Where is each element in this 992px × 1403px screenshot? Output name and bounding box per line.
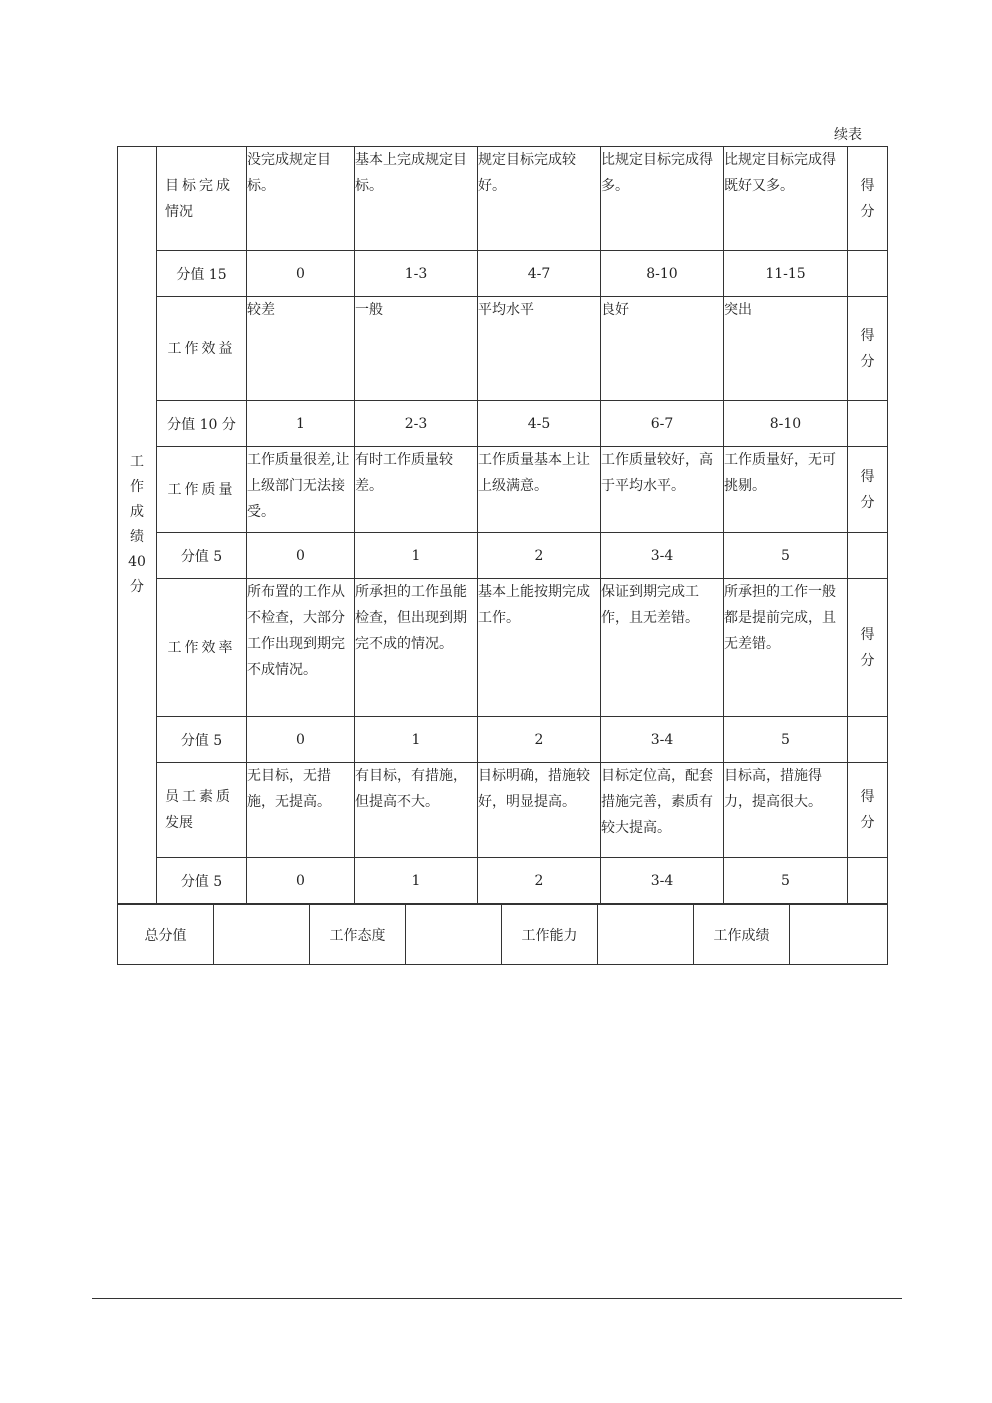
criteria-label-line: 员工素质 (165, 789, 233, 805)
level-description: 目标定位高，配套措施完善，素质有较大提高。 (601, 763, 724, 858)
criteria-label-line: 工作效益 (167, 340, 236, 357)
score-cell-label: 分 (860, 815, 875, 831)
criteria-row (118, 579, 888, 717)
score-cell[interactable] (848, 147, 888, 251)
section-label (118, 147, 157, 904)
performance-value[interactable] (790, 905, 888, 965)
attitude-value[interactable] (406, 905, 502, 965)
level-description: 突出 (724, 297, 848, 401)
score-label: 分值 5 (157, 858, 247, 904)
criteria-label (157, 147, 247, 251)
total-score-label: 总分值 (118, 905, 214, 965)
score-range: 1 (247, 401, 355, 447)
criteria-label (157, 763, 247, 858)
criteria-row (118, 447, 888, 533)
score-range: 1 (355, 533, 478, 579)
level-description: 工作质量较好，高于平均水平。 (601, 447, 724, 533)
score-label: 分值 5 (157, 533, 247, 579)
score-cell[interactable] (848, 763, 888, 858)
level-description: 有时工作质量较差。 (355, 447, 478, 533)
level-description: 工作质量很差,让上级部门无法接受。 (247, 447, 355, 533)
score-range: 0 (247, 858, 355, 904)
criteria-row (118, 147, 888, 251)
criteria-label-line: 工作效率 (167, 639, 236, 656)
level-description: 比规定目标完成得多。 (601, 147, 724, 251)
continued-label: 续表 (834, 127, 862, 143)
score-range: 2 (478, 533, 601, 579)
level-description: 没完成规定目标。 (247, 147, 355, 251)
criteria-label-line: 情况 (165, 203, 193, 220)
level-description: 平均水平 (478, 297, 601, 401)
level-description: 基本上能按期完成工作。 (478, 579, 601, 717)
ability-label: 工作能力 (502, 905, 598, 965)
score-cell[interactable] (848, 579, 888, 717)
criteria-label-line: 发展 (165, 815, 193, 831)
totals-table (117, 904, 888, 965)
ability-value[interactable] (598, 905, 694, 965)
criteria-label (157, 297, 247, 401)
level-description: 基本上完成规定目标。 (355, 147, 478, 251)
score-range: 2 (478, 858, 601, 904)
score-input[interactable] (848, 858, 888, 904)
score-range: 8-10 (601, 251, 724, 297)
score-range: 3-4 (601, 717, 724, 763)
level-description: 所承担的工作一般都是提前完成，且无差错。 (724, 579, 848, 717)
score-cell-label: 得 (860, 626, 875, 643)
criteria-label (157, 579, 247, 717)
score-range: 2 (478, 717, 601, 763)
score-range: 6-7 (601, 401, 724, 447)
score-range: 1-3 (355, 251, 478, 297)
section-label-char: 作 (130, 479, 144, 495)
level-description: 较差 (247, 297, 355, 401)
score-range: 8-10 (724, 401, 848, 447)
score-row (118, 533, 888, 579)
score-range: 0 (247, 717, 355, 763)
score-range: 0 (247, 533, 355, 579)
level-description: 良好 (601, 297, 724, 401)
score-range: 5 (724, 717, 848, 763)
score-row (118, 858, 888, 904)
level-description: 工作质量基本上让上级满意。 (478, 447, 601, 533)
level-description: 目标高，措施得力，提高很大。 (724, 763, 848, 858)
score-row (118, 401, 888, 447)
score-input[interactable] (848, 533, 888, 579)
score-input[interactable] (848, 251, 888, 297)
score-range: 11-15 (724, 251, 848, 297)
section-label-char: 工 (130, 454, 144, 470)
score-range: 5 (724, 858, 848, 904)
score-label: 分值 15 (157, 251, 247, 297)
criteria-row (118, 297, 888, 401)
level-description: 无目标，无措施，无提高。 (247, 763, 355, 858)
score-label: 分值 10 分 (157, 401, 247, 447)
score-cell-label: 得 (860, 177, 875, 194)
section-label-char: 分 (130, 579, 144, 595)
level-description: 所承担的工作虽能检查，但出现到期完不成的情况。 (355, 579, 478, 717)
evaluation-table (117, 146, 888, 904)
score-cell-label: 分 (860, 652, 875, 669)
attitude-label: 工作态度 (310, 905, 406, 965)
score-range: 3-4 (601, 858, 724, 904)
score-cell-label: 得 (860, 789, 875, 805)
score-label: 分值 5 (157, 717, 247, 763)
score-cell-label: 分 (860, 353, 875, 370)
section-label-char: 绩 (130, 529, 144, 545)
total-score-value[interactable] (214, 905, 310, 965)
level-description: 目标明确，措施较好，明显提高。 (478, 763, 601, 858)
footer-divider (92, 1298, 902, 1299)
score-row (118, 717, 888, 763)
score-range: 3-4 (601, 533, 724, 579)
score-range: 1 (355, 717, 478, 763)
level-description: 规定目标完成较好。 (478, 147, 601, 251)
level-description: 有目标，有措施，但提高不大。 (355, 763, 478, 858)
score-range: 0 (247, 251, 355, 297)
section-label-char: 40 (128, 554, 146, 570)
score-range: 2-3 (355, 401, 478, 447)
score-row (118, 251, 888, 297)
score-cell-label: 分 (860, 494, 875, 511)
level-description: 所布置的工作从不检查，大部分工作出现到期完不成情况。 (247, 579, 355, 717)
section-label-char: 成 (130, 504, 144, 520)
criteria-label-line: 工作质量 (167, 481, 236, 498)
score-cell-label: 得 (860, 327, 875, 344)
score-input[interactable] (848, 401, 888, 447)
criteria-row (118, 763, 888, 858)
criteria-label-line: 目标完成 (165, 177, 233, 194)
level-description: 工作质量好，无可挑剔。 (724, 447, 848, 533)
score-cell[interactable] (848, 447, 888, 533)
score-cell[interactable] (848, 297, 888, 401)
score-cell-label: 得 (860, 468, 875, 485)
level-description: 保证到期完成工作，且无差错。 (601, 579, 724, 717)
criteria-label (157, 447, 247, 533)
score-cell-label: 分 (860, 203, 875, 220)
score-range: 1 (355, 858, 478, 904)
score-input[interactable] (848, 717, 888, 763)
score-range: 4-5 (478, 401, 601, 447)
score-range: 5 (724, 533, 848, 579)
performance-label: 工作成绩 (694, 905, 790, 965)
level-description: 比规定目标完成得既好又多。 (724, 147, 848, 251)
score-range: 4-7 (478, 251, 601, 297)
level-description: 一般 (355, 297, 478, 401)
